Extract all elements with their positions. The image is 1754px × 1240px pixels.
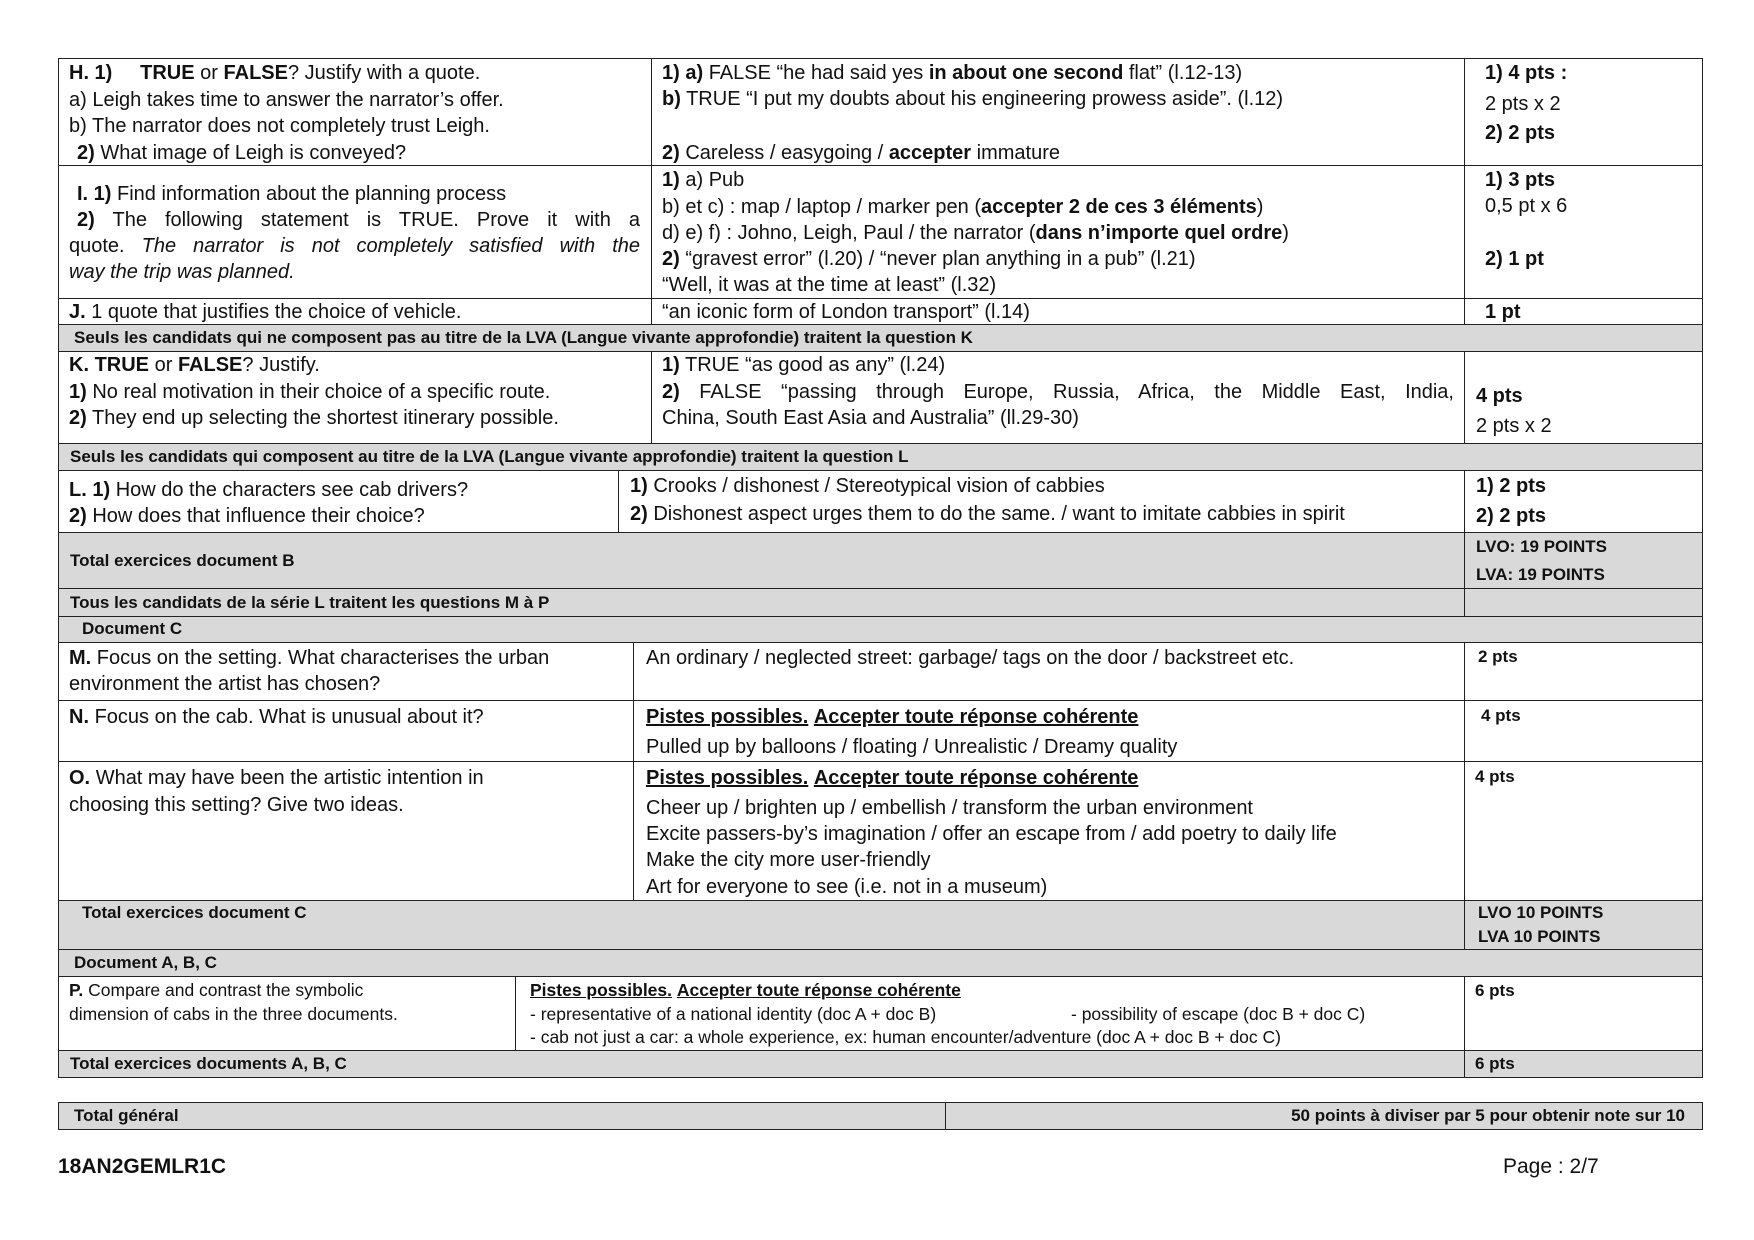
question-text: Compare and contrast the symbolic: [88, 980, 364, 1000]
question-o-1: [69, 766, 484, 790]
band-mp-points-cell: [1464, 588, 1703, 617]
question-text: 1 quote that justifies the choice of vehicle.: [91, 301, 462, 323]
answer-h-1a: [662, 61, 1242, 85]
keyword-false: FALSE: [223, 62, 288, 84]
question-text: ? Justify.: [242, 354, 320, 376]
question-number: I. 1): [77, 183, 112, 205]
answer-n-heading: [646, 705, 1138, 729]
answer-p-1b: - possibility of escape (doc B + doc C): [1071, 1004, 1366, 1024]
text-or: or: [200, 62, 218, 84]
document-abc-label: Document A, B, C: [74, 953, 217, 972]
question-text: How does that influence their choice?: [92, 505, 425, 527]
pistes-heading: Pistes possibles.: [646, 767, 809, 789]
band-mp-text: Tous les candidats de la série L traitent les questions M à P: [70, 593, 550, 612]
question-text: They end up selecting the shortest itinerary possible.: [92, 407, 559, 429]
question-p-1: [69, 980, 363, 1000]
answer-i-def: [662, 221, 1289, 245]
question-number: 2): [77, 209, 95, 231]
total-c-lvo: LVO 10 POINTS: [1478, 903, 1604, 922]
answer-text: Crooks / dishonest / Stereotypical vision of cabbies: [653, 475, 1105, 497]
keyword-true: TRUE: [94, 354, 150, 376]
answer-o-3: Make the city more user-friendly: [646, 849, 931, 871]
answer-text: ): [1282, 222, 1289, 244]
question-m-1: [69, 646, 549, 670]
answer-l-2: [630, 502, 1345, 526]
answer-o-1: Cheer up / brighten up / embellish / transform the urban environment: [646, 797, 1253, 819]
answer-p-1: - representative of a national identity (doc A + doc B): [530, 1004, 937, 1024]
answer-number: b): [662, 88, 681, 110]
total-b-lvo: LVO: 19 POINTS: [1476, 537, 1607, 556]
question-l-1: [69, 478, 468, 502]
points-i-detail: 0,5 pt x 6: [1485, 195, 1568, 217]
total-c-label: Total exercices document C: [82, 903, 307, 922]
answer-l-1: [630, 474, 1105, 498]
grand-total-value: 50 points à diviser par 5 pour obtenir note sur 10: [1291, 1106, 1685, 1125]
answer-text: TRUE “as good as any” (l.24): [685, 354, 946, 376]
question-text: What image of Leigh is conveyed?: [100, 142, 407, 164]
answer-i-1: [662, 168, 744, 192]
points-j: 1 pt: [1485, 301, 1521, 323]
question-h-2: [77, 141, 406, 165]
pistes-heading: Pistes possibles.: [646, 706, 809, 728]
question-text: ? Justify with a quote.: [287, 62, 481, 84]
question-number: 2): [77, 142, 95, 164]
answer-emphasis: accepter 2 de ces 3 éléments: [981, 196, 1257, 218]
points-l-2: 2) 2 pts: [1476, 505, 1547, 527]
keyword-false: FALSE: [177, 354, 243, 376]
statement-text: The narrator is not completely satisfied with the: [141, 235, 641, 257]
question-i-2: [77, 208, 640, 232]
points-n: 4 pts: [1481, 706, 1521, 725]
accept-heading: Accepter toute réponse cohérente: [813, 767, 1139, 789]
answer-emphasis: accepter: [888, 142, 972, 164]
points-i-2: 2) 1 pt: [1485, 248, 1544, 270]
answer-k-2: [662, 380, 1454, 404]
points-h-detail: 2 pts x 2: [1485, 93, 1561, 115]
question-number: 2): [69, 505, 87, 527]
answer-number: 2): [662, 248, 680, 270]
grand-total-label-cell: [58, 1102, 946, 1130]
question-text: No real motivation in their choice of a specific route.: [92, 381, 551, 403]
question-i-1: [77, 182, 506, 206]
document-abc-band: [58, 949, 1703, 977]
answer-p-2: - cab not just a car: a whole experience, ex: human encounter/adventure (doc A + doc B + doc C): [530, 1027, 1281, 1047]
question-number: H. 1): [69, 62, 113, 84]
answer-text: TRUE “I put my doubts about his engineering prowess aside”. (l.12): [686, 88, 1284, 110]
question-n: [69, 705, 484, 729]
total-c-lva: LVA 10 POINTS: [1478, 927, 1601, 946]
accept-heading: Accepter toute réponse cohérente: [676, 980, 961, 1000]
answer-h-2: [662, 141, 1060, 165]
answer-number: 2): [630, 503, 648, 525]
answer-text: FALSE “passing through Europe, Russia, Africa, the Middle East, India,: [699, 381, 1454, 403]
question-j: [69, 300, 461, 324]
answer-o-heading: [646, 766, 1138, 790]
answer-text: d) e) f) : Johno, Leigh, Paul / the narrator (: [662, 222, 1036, 244]
answer-h-1b: [662, 87, 1283, 111]
points-o: 4 pts: [1475, 767, 1515, 786]
answer-number: 2): [662, 142, 680, 164]
answer-text: immature: [976, 142, 1061, 164]
question-m-2: environment the artist has chosen?: [69, 673, 381, 695]
answer-j: “an iconic form of London transport” (l.14): [662, 301, 1030, 323]
points-h-2: 2) 2 pts: [1485, 122, 1556, 144]
question-h-line1: [69, 61, 480, 85]
total-b-label: Total exercices document B: [70, 551, 295, 570]
question-number: M.: [69, 647, 92, 669]
answer-m: An ordinary / neglected street: garbage/ tags on the door / backstreet etc.: [646, 647, 1295, 669]
total-b-lva: LVA: 19 POINTS: [1476, 565, 1605, 584]
question-h-a: a) Leigh takes time to answer the narrator’s offer.: [69, 89, 504, 111]
points-h-1: 1) 4 pts :: [1485, 62, 1568, 84]
answer-o-2: Excite passers-by’s imagination / offer an escape from / add poetry to daily life: [646, 823, 1337, 845]
total-abc-label: Total exercices documents A, B, C: [70, 1054, 347, 1073]
answer-i-bc: [662, 195, 1263, 219]
text-or: or: [154, 354, 173, 376]
band-l-text: Seuls les candidats qui composent au titre de la LVA (Langue vivante approfondie) traitent la question L: [70, 447, 909, 466]
answer-emphasis: in about one second: [928, 62, 1124, 84]
question-number: 2): [69, 407, 87, 429]
question-number: P.: [69, 980, 84, 1000]
answer-number: 2): [662, 381, 680, 403]
band-k-text: Seuls les candidats qui ne composent pas au titre de la LVA (Langue vivante approfondie) traitent la question K: [74, 328, 973, 347]
document-code: 18AN2GEMLR1C: [58, 1155, 227, 1178]
question-number: K.: [69, 354, 89, 376]
answer-text: b) et c) : map / laptop / marker pen (: [662, 196, 982, 218]
question-number: 1): [69, 381, 87, 403]
points-i-1: 1) 3 pts: [1485, 169, 1556, 191]
answer-text: flat” (l.12-13): [1128, 62, 1243, 84]
points-l-1: 1) 2 pts: [1476, 475, 1547, 497]
question-i-3: [69, 234, 640, 258]
answer-text: “gravest error” (l.20) / “never plan anything in a pub” (l.21): [685, 248, 1196, 270]
question-number: L. 1): [69, 479, 111, 501]
answer-k-2b: China, South East Asia and Australia” (ll.29-30): [662, 407, 1079, 429]
points-k-detail: 2 pts x 2: [1476, 415, 1552, 437]
points-p: 6 pts: [1475, 981, 1515, 1000]
answer-i-2b: “Well, it was at the time at least” (l.32): [662, 274, 997, 296]
grand-total-label: Total général: [74, 1106, 179, 1125]
question-text: Focus on the setting. What characterises the urban: [96, 647, 550, 669]
question-o-2: choosing this setting? Give two ideas.: [69, 794, 404, 816]
answer-k-1: [662, 353, 945, 377]
answer-i-2: [662, 247, 1196, 271]
document-c-band: [58, 616, 1703, 643]
question-k-2: [69, 406, 559, 430]
answer-text: FALSE “he had said yes: [708, 62, 924, 84]
question-number: O.: [69, 767, 91, 789]
answer-p-heading: [530, 980, 961, 1000]
question-h-b: b) The narrator does not completely trust Leigh.: [69, 115, 490, 137]
answer-number: 1) a): [662, 62, 704, 84]
points-k: 4 pts: [1476, 385, 1523, 407]
answer-text: Dishonest aspect urges them to do the same. / want to imitate cabbies in spirit: [653, 503, 1345, 525]
answer-text: a) Pub: [685, 169, 745, 191]
question-k: [69, 353, 320, 377]
question-number: J.: [69, 301, 86, 323]
answer-n-1: Pulled up by balloons / floating / Unrealistic / Dreamy quality: [646, 736, 1178, 758]
question-text: quote.: [69, 235, 125, 257]
question-number: N.: [69, 706, 89, 728]
answer-text: Careless / easygoing /: [685, 142, 884, 164]
answer-emphasis: dans n’importe quel ordre: [1035, 222, 1283, 244]
question-text: Find information about the planning process: [117, 183, 507, 205]
answer-number: 1): [630, 475, 648, 497]
answer-o-4: Art for everyone to see (i.e. not in a museum): [646, 876, 1048, 898]
answer-text: ): [1256, 196, 1264, 218]
question-text: The following statement is TRUE. Prove it with a: [112, 209, 640, 231]
question-text: Focus on the cab. What is unusual about it?: [94, 706, 484, 728]
points-m: 2 pts: [1478, 647, 1518, 666]
total-abc-points: 6 pts: [1475, 1054, 1515, 1073]
question-text: What may have been the artistic intention in: [95, 767, 484, 789]
keyword-true: TRUE: [140, 62, 195, 84]
question-text: How do the characters see cab drivers?: [115, 479, 469, 501]
question-l-2: [69, 504, 425, 528]
question-i-4: way the trip was planned.: [69, 261, 295, 283]
page-number: Page : 2/7: [1503, 1155, 1599, 1178]
document-c-label: Document C: [82, 619, 183, 638]
answer-number: 1): [662, 354, 680, 376]
answer-number: 1): [662, 169, 680, 191]
accept-heading: Accepter toute réponse cohérente: [813, 706, 1139, 728]
question-k-1: [69, 380, 550, 404]
pistes-heading: Pistes possibles.: [530, 980, 673, 1000]
question-p-2: dimension of cabs in the three documents.: [69, 1004, 398, 1024]
